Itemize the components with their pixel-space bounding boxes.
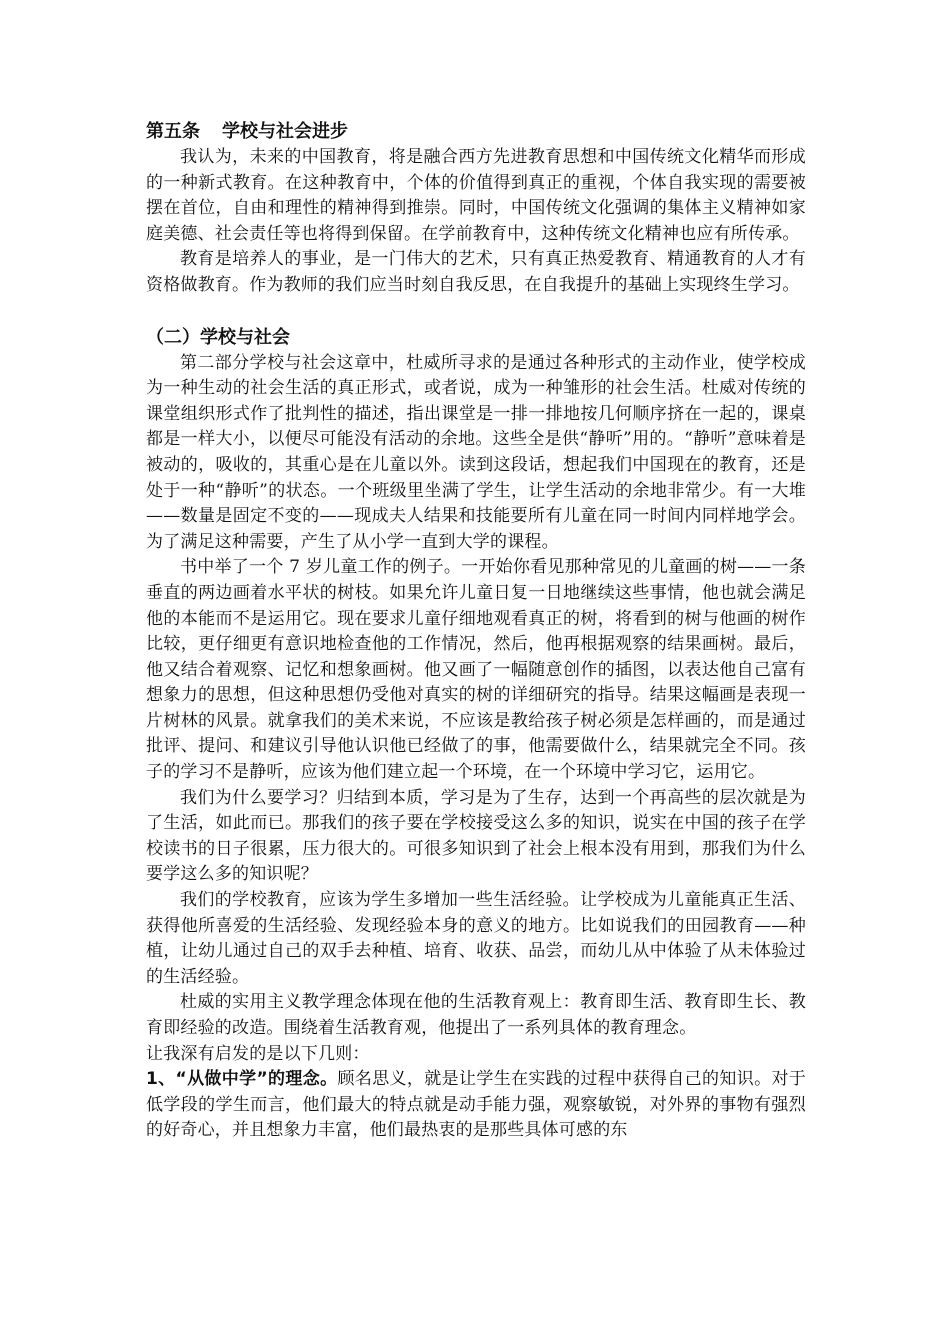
paragraph: 第二部分学校与社会这章中，杜威所寻求的是通过各种形式的主动作业，使学校成为一种生动的社会生活的真正形式，或者说，成为一种雏形的社会生活。杜威对传统的课堂组织形式作了批判性的描述，指出课堂是一排一排地按几何顺序挤在一起的，课桌都是一样大小，以便尽可能没有活动的余地。这些全是供“静听”用的。“静听”意味着是被动的，吸收的，其重心是在儿童以外。读到这段话，想起我们中国现在的教育，还是处于一种“静听”的状态。一个班级里坐满了学生，让学生活动的余地非常少。有一大堆——数量是固定不变的——现成夫人结果和技能要所有儿童在同一时间内同样地学会。为了满足这种需要，产生了从小学一直到大学的课程。 — [146, 352, 806, 552]
paragraph: 书中举了一个 7 岁儿童工作的例子。一开始你看见那种常见的儿童画的树——一条垂直的两边画着水平状的树枝。如果允许儿童日复一日地继续这些事情，他也就会满足他的本能而不是运用它。现在要求儿童仔细地观看真正的树，将看到的树与他画的树作比较，更仔细更有意识地检查他的工作情况，然后，他再根据观察的结果画树。最后，他又结合着观察、记忆和想象画树。他又画了一幅随意创作的插图，以表达他自己富有想象力的思想，但这种思想仍受他对真实的树的详细研究的指导。结果这幅画是表现一片树林的风景。就拿我们的美术来说，不应该是教给孩子树必须是怎样画的，而是通过批评、提问、和建议引导他认识他已经做了的事，他需要做什么，结果就完全不同。孩子的学习不是静听，应该为他们建立起一个环境，在一个环境中学习它，运用它。 — [146, 557, 806, 783]
paragraph: 教育是培养人的事业，是一门伟大的艺术，只有真正热爱教育、精通教育的人才有资格做教育。作为教师的我们应当时刻自我反思，在自我提升的基础上实现终生学习。 — [146, 249, 806, 295]
section-heading — [146, 119, 806, 145]
point-text: 顾名思义，就是让学生在实践的过程中获得自己的知识。对于低学段的学生而言，他们最大的特点就是动手能力强，观察敏锐，对外界的事物有强烈的好奇心，并且想象力丰富，他们最热衷的是那些具体可感的东 — [146, 1069, 806, 1141]
document-content — [146, 119, 806, 1144]
subsection-heading: （二）学校与社会 — [146, 326, 290, 348]
paragraph: 我们的学校教育，应该为学生多增加一些生活经验。让学校成为儿童能真正生活、获得他所喜爱的生活经验、发现经验本身的意义的地方。比如说我们的田园教育——种植，让幼儿通过自己的双手去种植、培育、收获、品尝，而幼儿从中体验了从未体验过的生活经验。 — [146, 890, 806, 987]
lead-line: 让我深有启发的是以下几则： — [146, 1043, 370, 1064]
section-title: 学校与社会进步 — [222, 121, 348, 142]
point-item — [146, 1067, 806, 1144]
paragraph: 我认为，未来的中国教育，将是融合西方先进教育思想和中国传统文化精华而形成的一种新式教育。在这种教育中，个体的价值得到真正的重视，个体自我实现的需要被摆在首位，自由和理性的精神得到推崇。同时，中国传统文化强调的集体主义精神如家庭美德、社会责任等也将得到保留。在学前教育中，这种传统文化精神也应有所传承。 — [146, 147, 806, 244]
paragraph: 杜威的实用主义教学理念体现在他的生活教育观上：教育即生活、教育即生长、教育即经验的改造。围绕着生活教育观，他提出了一系列具体的教育理念。 — [146, 992, 806, 1038]
point-label: 1、“从做中学”的理念。 — [146, 1069, 338, 1090]
section-number: 第五条 — [146, 121, 200, 142]
paragraph: 我们为什么要学习？归结到本质，学习是为了生存，达到一个再高些的层次就是为了生活，如此而已。那我们的孩子要在学校接受这么多的知识，说实在中国的孩子在学校读书的日子很累，压力很大的。可很多知识到了社会上根本没有用到，那我们为什么要学这么多的知识呢？ — [146, 787, 806, 885]
